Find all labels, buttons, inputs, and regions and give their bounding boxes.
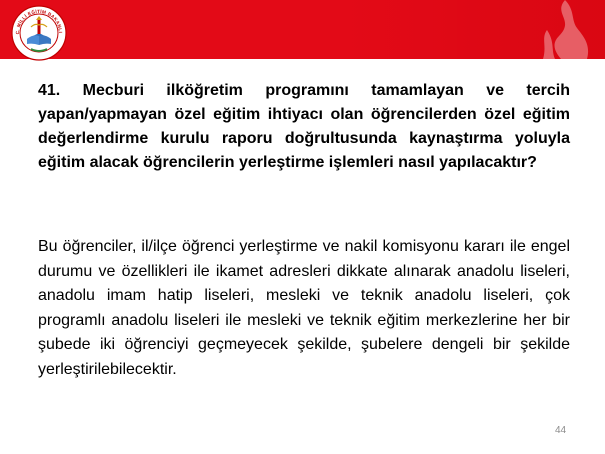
answer-text: Bu öğrenciler, il/ilçe öğrenci yerleştirme ve nakil komisyonu kararı ile engel durumu ve özellikleri ile ikamet adresleri dikkate alınarak anadolu liseleri, anadolu imam hatip liseleri, mesleki ve teknik anadolu liseleri, çok programlı anadolu liseleri ile mesleki ve teknik eğitim merkezlerine her bir şubede iki öğrenciyi geçmeyecek şekilde, şubelere dengeli bir şekilde yerleştirilebilecektir. — [38, 238, 570, 378]
flame-watermark-icon — [525, 0, 591, 59]
meb-logo-icon — [9, 3, 69, 63]
header-band — [0, 0, 605, 59]
question-text: 41. Mecburi ilköğretim programını tamamlayan ve tercih yapan/yapmayan özel eğitim ihtiyacı olan öğrencilerden özel eğitim değerlendirme kurulu raporu doğrultusunda kaynaştırma yoluyla eğitim alacak öğrencilerin yerleştirme işlemleri nasıl yapılacaktır? — [38, 82, 570, 171]
page-number: 44 — [555, 425, 567, 436]
logo-text: C. MİLLİ EĞİTİM BAKANLI — [14, 8, 64, 35]
